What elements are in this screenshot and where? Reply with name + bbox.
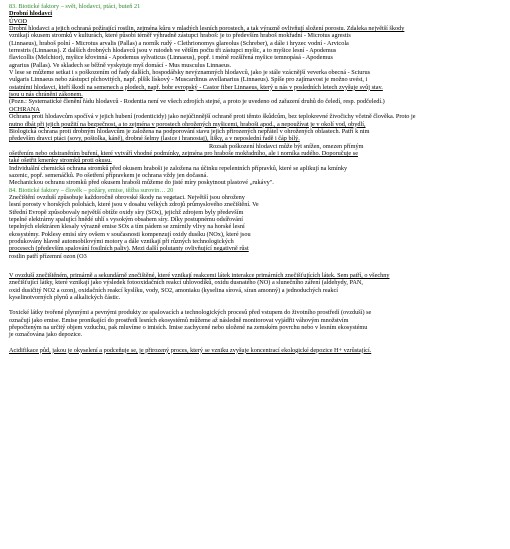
paragraph-line: ostatními hlodavci, kteří škodí na semenech a plodech, např. bobr evropský - Castor fiber Linnaeus, který u nás v posledních letech zvyšuje svůj stav. <box>9 83 383 91</box>
paragraph-line: Drobní hlodavci a jejich ochraná požírající rostlin, zejména kůru v mladých lesních porostech, a tak výrazně ovlivňují složení porostu. Zdaleka největší škody <box>9 25 405 33</box>
paragraph-line: především dravci ptáci (sovy, poštolka, káně), drobné šelmy (lasice i hranostaj), lišky, a v neposlední řadě i čáp bílý. <box>9 135 300 143</box>
paragraph-line: znečišťující látky, které vznikají jako výsledek fotooxidačních reakcí uhlovodíků, oxidu dusnatého (NO) a slunečního záření (aldehydy, PAN, <box>9 279 363 287</box>
paragraph-line: ekosystémy. Poklesy emisí síry ovšem v současnosti kompenzují oxidy dusíku (NOx), které jsou <box>9 230 251 238</box>
paragraph-line: Rozsah poškození hlodavci může být snížen, omezen přímým <box>209 142 364 150</box>
paragraph-line: Znečištění ovzduší způsobuje každoročně obrovské škody na vegetaci. Největší jsou ohroženy <box>9 193 245 201</box>
paragraph-line: jsou u nás chráněni zákonem. <box>9 91 83 99</box>
paragraph-line: Střední Evropě způsobovaly největší obtíže oxidy síry (SOx), jejichž zdrojem byly především <box>9 208 244 216</box>
paragraph-line: také ošetřit kmenky stromků proti okusu. <box>9 157 112 165</box>
paragraph-line: označují jako emise. Emise pronikající do prostředí lesních ekosystémů můžeme až následně monitorovat vyjádřit váhovým množstvím <box>9 316 349 324</box>
paragraph-line: nutno dbát při jejich použití na bezpečnost, a to zejména v porostech ohrožených myšicemi, hraboši apod., a nepoužívat je v okolí vod, obydlí, <box>9 120 366 128</box>
paragraph-line: tepelné elektrárny spalující hnědé uhlí s vysokým obsahem síry. Díky postupnému odsířování <box>9 215 243 223</box>
paragraph-line: přepočteným na určitý objem vzduchu, pak mluvíme o imisích. Imise zachycené nebo uložené na zemském povrchu nebo v lesním ekosystému <box>9 324 368 332</box>
paragraph-line: Acidifikace půd, jakou je okyselení a podceňuje se, je přirozený proces, který se vzniku zvyšuje koncentrací ekologické depozice H+ vzrůstající. <box>9 346 372 354</box>
paragraph-line: V ovzduší znečištěném, primárně a sekundárně znečištěné, které vznikají reakcemi látek interakce primárních znečišťujících látek. Sem patří, o všechny <box>9 272 390 280</box>
paragraph-line: terrestris (Linnaeus). Z dalších drobných hlodavců jsou v ruiodeh ve větším počtu tři zástupci myšic, a to myšice lesní - Apodemus <box>9 47 337 55</box>
paragraph-line: oxid dusičitý NO2 a ozon), oxidačních reakcí kyslíku, vody, SO2, amoniaku (kyselina sírová, síran amonný) a jednoduchých reakcí <box>9 286 339 294</box>
paragraph-line: vulgaris Linnaeus nebo zástupci plchovitých, např. plšík lískový - Muscardinus avellanarius (Linnaeus). Spíše pro zajímavost je možno uvést, i <box>9 76 368 84</box>
paragraph-line: Individuální chemická ochrana stromků před okusem hraboši je založena na účinku repelentních přípravků, které se aplikují na kmínky <box>9 164 348 172</box>
paragraph-line: agrarius (Pallas). Ve skladech se běžně vyskytuje myš domácí - Mus musculus Linnaeus. <box>9 61 232 69</box>
paragraph-line: vznikají okusem stromků v kulturách, které působí téměř výhradně zástupci hraboš: je to především hraboš mokřadní - Microtus agrestis <box>9 32 351 40</box>
section-84-column <box>9 194 339 260</box>
paragraph-line: produkovány hlavně automobilovými motory a dále vznikají při různých technologických <box>9 238 234 245</box>
paragraph-line: lesní porosty v horských polohách, které jsou v dosahu velkých zdrojů průmyslového znečištění. Ve <box>9 201 259 209</box>
paragraph-line: Ochrana proti hlodavcům spočívá v jejich hubení (rodenticidy) jako nejúčinnější ochraně proti těmto škůdcům, bez teplokrevné živočichy včetně člověka. Proto je <box>9 113 416 121</box>
paragraph-line: Biologická ochrana proti drobným hlodavcům je založena na podporování stavu jejich přirozených nepřátel v ohrožených oblastech. Patří k nim <box>9 127 370 135</box>
paragraph-line: procesech (především spalování fosilních paliv). Mezi další polutanty ovlivňující negativně růst <box>9 245 249 253</box>
paragraph-line: Mechanickou ochranu stromků před okusem hraboši můžeme do jisté míry poskytnout plastové „rukávy". <box>9 179 274 187</box>
paragraph-line: rostlin patří přízemní ozon (O3 <box>9 252 87 260</box>
paragraph-line: (Linnaeus), hraboš polní - Microtus arvalis (Pallas) a norník rudý - Clethrionomys glareolus (Schreber), a dále i hryzec vodní - Arvicola <box>9 39 349 47</box>
document-title: Drobní hlodavci <box>9 10 53 18</box>
intro-heading: ÚVOD <box>9 17 28 25</box>
paragraph-line: je označována jako depozice. <box>9 331 83 339</box>
section-84-heading: 84. Biotické faktory – člověk – požáry, emise, těžba surovin… 20 <box>9 186 174 194</box>
paragraph-line: V lese se můžeme setkat i s poškozením od řady dalších, hospodářsky nevýznamných hlodavců, jako je stále vzácnější veverka obecná - Sciurus <box>9 69 371 77</box>
ochrana-heading: OCHRANA <box>9 105 40 113</box>
paragraph-line: ošetřením nebo odstraněním buření, které vytváří vhodné podmínky, zejména pro hraboše mokřadního, ale i norníka rudého. Doporučuje se <box>9 149 358 157</box>
section-83-heading: 83. Biotické faktory – svět, hlodavci, ptáci, buteň 21 <box>9 3 141 10</box>
paragraph-line: kyselinotvorných plynů a alkalických částic. <box>9 294 121 302</box>
note-line: (Pozn.: Systematické členění řádu hlodavců - Rodentia není ve všech zdrojích stejné, a proto je uvedeno od zařazení druhů do čeledí, resp. podčeledí.) <box>9 98 385 106</box>
paragraph-line: Toxické látky tvořené plynnými a pevnými produkty ze spalovacích a technologických procesů před vstupem do životního prostředí (ovzduší) se <box>9 309 372 317</box>
paragraph-line: tepelných elektráren klesaly výrazně emise SOx a tím pádem se zmírnily vlivy na horské lesní <box>9 223 245 231</box>
paragraph-line: flavicollis (Melchior), myšice křovinná - Apodemus sylvaticus (Linnaeus), popř. i méně rozšířená myšice temnopásá - Apodemus <box>9 54 333 62</box>
paragraph-line: sazenic, popř. semenáčků. Po ošetření přípravkem je ochrana vždy jen dočasná. <box>9 171 208 179</box>
